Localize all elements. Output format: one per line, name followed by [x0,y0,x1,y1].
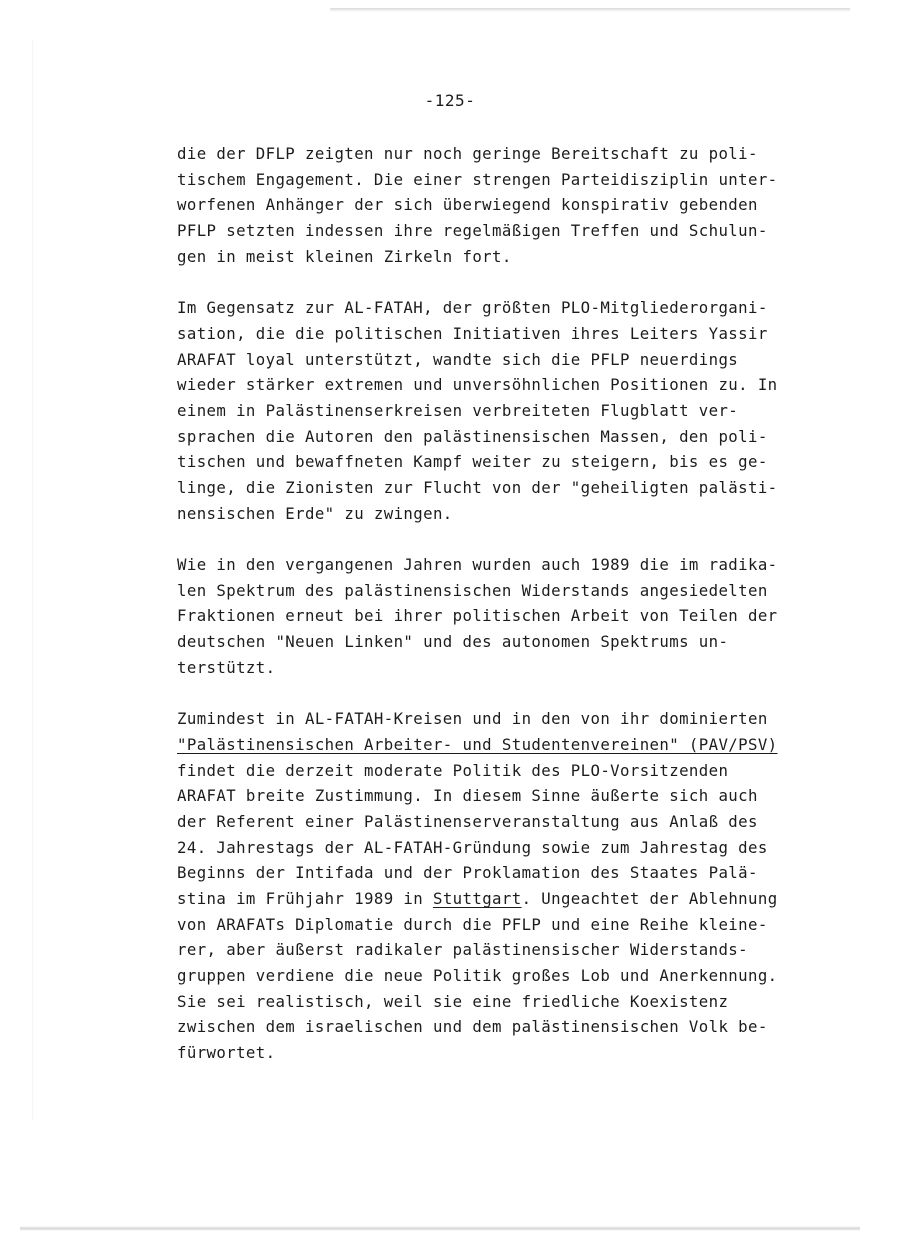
text-line-underlined [177,732,837,758]
paragraph-3 [177,552,837,680]
text-segment: . Ungeachtet der Ablehnung [521,888,778,908]
text-line: ARAFAT breite Zustimmung. In diesem Sinne äußerte sich auch [177,786,758,806]
text-line: der Referent einer Palästinenserveranstaltung aus Anlaß des [177,811,758,831]
text-line: terstützt. [177,657,276,677]
text-line: findet die derzeit moderate Politik des PLO-Vorsitzenden [177,760,729,780]
text-line: fürwortet. [177,1043,276,1063]
text-line: wieder stärker extremen und unversöhnlichen Positionen zu. In [177,375,778,395]
text-line: 24. Jahrestags der AL-FATAH-Gründung sowie zum Jahrestag des [177,837,768,857]
scan-edge-top [330,8,850,12]
text-line: gruppen verdiene die neue Politik großes Lob und Anerkennung. [177,966,778,985]
text-line: gen in meist kleinen Zirkeln fort. [177,246,512,266]
text-segment: stina im Frühjahr 1989 in [177,888,433,908]
text-line: Fraktionen erneut bei ihrer politischen Arbeit von Teilen der [177,606,778,626]
paragraph-2 [177,295,837,526]
text-line: Zumindest in AL-FATAH-Kreisen und in den von ihr dominierten [177,709,768,729]
text-line: tischen und bewaffneten Kampf weiter zu steigern, bis es ge- [177,452,768,472]
text-line: worfenen Anhänger der sich überwiegend konspirativ gebenden [177,195,758,215]
text-line: einem in Palästinenserkreisen verbreiteten Flugblatt ver- [177,400,739,420]
text-line: rer, aber äußerst radikaler palästinensischer Widerstands- [177,940,748,960]
paragraph-1 [177,141,837,269]
text-line: sprachen die Autoren den palästinensischen Massen, den poli- [177,426,768,446]
text-line: nensischen Erde" zu zwingen. [177,503,453,523]
text-line: linge, die Zionisten zur Flucht von der "geheiligten palästi- [177,477,778,497]
text-line: Sie sei realistisch, weil sie eine friedliche Koexistenz [177,991,729,1011]
scan-edge-bottom [20,1226,860,1231]
scan-edge-left [32,40,34,1120]
text-line: sation, die die politischen Initiativen ihres Leiters Yassir [177,323,768,343]
text-line: Wie in den vergangenen Jahren wurden auch 1989 die im radika- [177,555,778,574]
text-line: PFLP setzten indessen ihre regelmäßigen Treffen und Schulun- [177,221,768,241]
text-line: zwischen dem israelischen und dem palästinensischen Volk be- [177,1017,768,1037]
text-line: Im Gegensatz zur AL-FATAH, der größten PLO-Mitgliederorgani- [177,298,768,318]
body-text [177,141,837,1091]
text-line: ARAFAT loyal unterstützt, wandte sich die PFLP neuerdings [177,349,739,369]
underlined-org-name: "Palästinensischen Arbeiter- und Studentenvereinen" (PAV/PSV) [177,734,778,754]
text-line-with-underline [177,886,837,912]
text-line: Beginns der Intifada und der Proklamation des Staates Palä- [177,863,758,883]
text-line: die der DFLP zeigten nur noch geringe Bereitschaft zu poli- [177,144,758,163]
text-line: von ARAFATs Diplomatie durch die PFLP und eine Reihe kleine- [177,914,768,934]
paragraph-4 [177,706,837,1066]
text-line: len Spektrum des palästinensischen Widerstands angesiedelten [177,580,768,600]
page-number: -125- [424,91,476,110]
text-line: deutschen "Neuen Linken" und des autonomen Spektrums un- [177,632,729,652]
underlined-city: Stuttgart [432,888,522,908]
text-line: tischem Engagement. Die einer strengen Parteidisziplin unter- [177,169,778,189]
